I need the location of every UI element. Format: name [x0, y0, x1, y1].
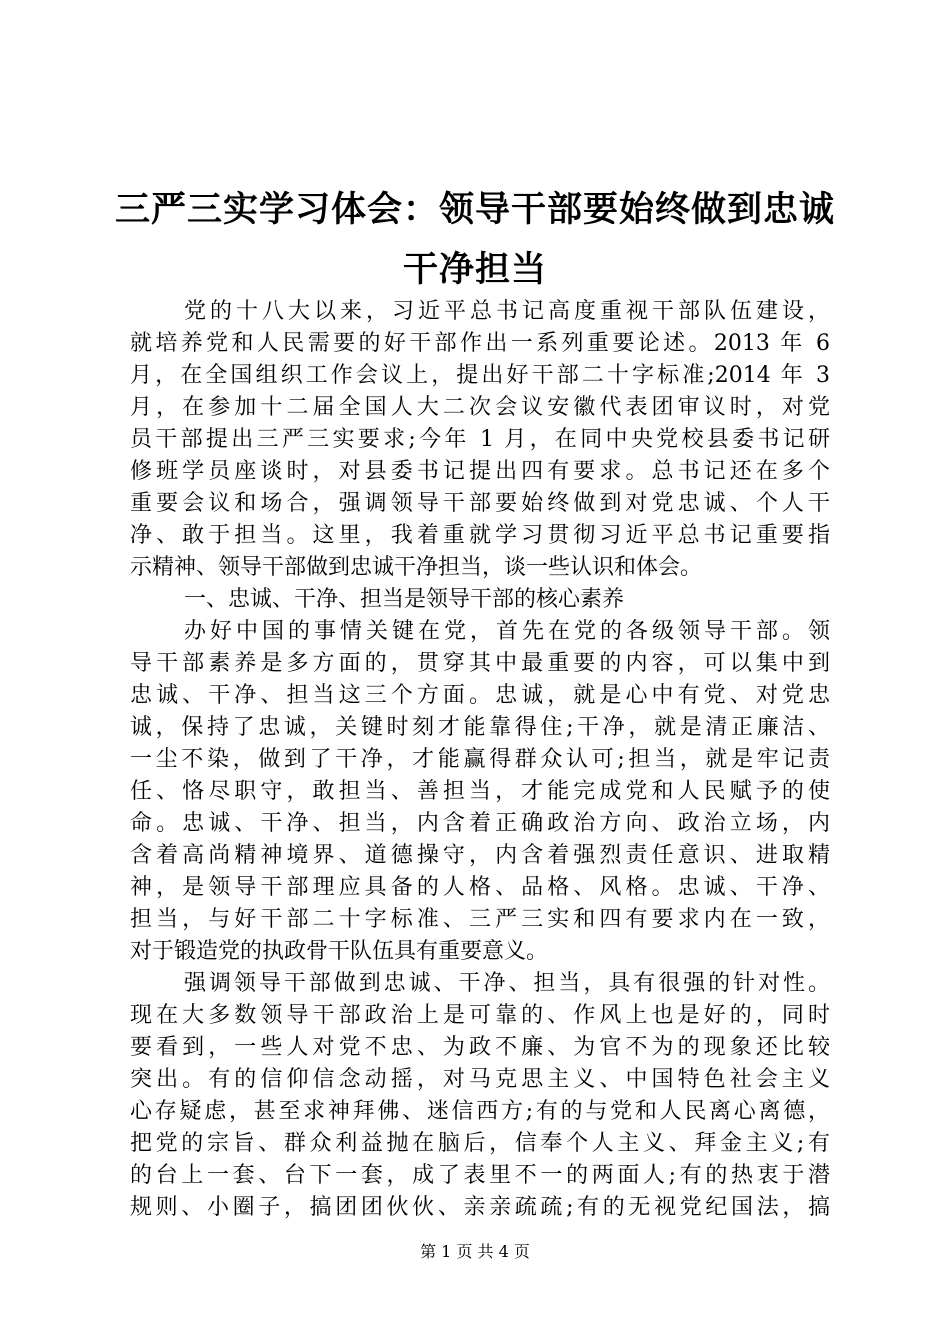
body-line: 月，在参加十二届全国人大二次会议安徽代表团审议时，对党	[130, 395, 830, 420]
body-line: 强调领导干部做到忠诚、干净、担当，具有很强的针对性。	[184, 971, 830, 996]
body-line: 命。忠诚、干净、担当，内含着正确政治方向、政治立场，内	[130, 811, 830, 836]
body-line: 的台上一套、台下一套，成了表里不一的两面人;有的热衷于潜	[130, 1163, 830, 1188]
body-line: 导干部素养是多方面的，贯穿其中最重要的内容，可以集中到	[130, 651, 830, 676]
body-line: 月，在全国组织工作会议上，提出好干部二十字标准;2014 年 3	[130, 363, 830, 388]
page-number-footer: 第 1 页 共 4 页	[420, 1242, 530, 1261]
body-line: 心存疑虑，甚至求神拜佛、迷信西方;有的与党和人民离心离德，	[130, 1099, 830, 1124]
body-line: 净、敢于担当。这里，我着重就学习贯彻习近平总书记重要指	[130, 523, 830, 548]
body-line: 把党的宗旨、群众利益抛在脑后，信奉个人主义、拜金主义;有	[130, 1131, 830, 1156]
body-line: 示精神、领导干部做到忠诚干净担当，谈一些认识和体会。	[130, 555, 703, 580]
body-line: 规则、小圈子，搞团团伙伙、亲亲疏疏;有的无视党纪国法，搞	[130, 1195, 830, 1220]
body-line: 任、恪尽职守，敢担当、善担当，才能完成党和人民赋予的使	[130, 779, 830, 804]
body-line: 员干部提出三严三实要求;今年 1 月，在同中央党校县委书记研	[130, 427, 830, 452]
body-line: 神，是领导干部理应具备的人格、品格、风格。忠诚、干净、	[130, 875, 830, 900]
body-line: 含着高尚精神境界、道德操守，内含着强烈责任意识、进取精	[130, 843, 830, 868]
section-heading: 一、忠诚、干净、担当是领导干部的核心素养	[184, 587, 625, 612]
body-line: 忠诚、干净、担当这三个方面。忠诚，就是心中有党、对党忠	[130, 683, 830, 708]
body-line: 办好中国的事情关键在党，首先在党的各级领导干部。领	[184, 619, 830, 644]
body-line: 突出。有的信仰信念动摇，对马克思主义、中国特色社会主义	[130, 1067, 830, 1092]
body-line: 诚，保持了忠诚，关键时刻才能靠得住;干净，就是清正廉洁、	[130, 715, 830, 740]
body-line: 现在大多数领导干部政治上是可靠的、作风上也是好的，同时	[130, 1003, 830, 1028]
body-line: 重要会议和场合，强调领导干部要始终做到对党忠诚、个人干	[130, 491, 830, 516]
body-line: 一尘不染，做到了干净，才能赢得群众认可;担当，就是牢记责	[130, 747, 830, 772]
document-body	[130, 296, 830, 1224]
body-line: 担当，与好干部二十字标准、三严三实和四有要求内在一致，	[130, 907, 830, 932]
document-title-line-1: 三严三实学习体会：领导干部要始终做到忠诚	[114, 190, 835, 230]
body-line: 党的十八大以来，习近平总书记高度重视干部队伍建设，	[184, 299, 830, 324]
body-line: 要看到，一些人对党不忠、为政不廉、为官不为的现象还比较	[130, 1035, 830, 1060]
body-line: 对于锻造党的执政骨干队伍具有重要意义。	[130, 939, 549, 964]
body-line: 就培养党和人民需要的好干部作出一系列重要论述。2013 年 6	[130, 331, 830, 356]
document-title-line-2: 干净担当	[402, 250, 547, 290]
body-line: 修班学员座谈时，对县委书记提出四有要求。总书记还在多个	[130, 459, 830, 484]
